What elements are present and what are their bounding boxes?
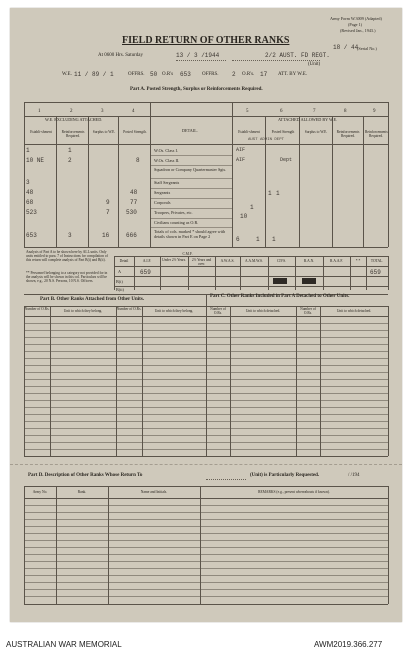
form-sheet [10, 8, 402, 622]
detail-row-1: W.Os. Class I. [154, 148, 178, 153]
right-header-4: Reinforcements Required. [336, 130, 360, 139]
left-header-1: Establi-shment [30, 130, 52, 134]
ruled-line [24, 323, 388, 324]
ors-typed: 653 [180, 71, 191, 78]
detail-row-3: Squadron or Company Quartermaster Sgts. [154, 167, 227, 172]
ors-label: O.R's [162, 72, 174, 77]
detail-row-4: Staff Sergeants [154, 180, 180, 185]
detail-row-7: Troopers, Privates, etc. [154, 210, 193, 215]
part-d-date-hint: / /194 [348, 473, 360, 478]
ruled-line [24, 365, 388, 366]
ruled-line [24, 428, 388, 429]
part-d-head-name: Name and Initials. [140, 490, 168, 494]
part-b-head-3: Number of O.Rs. [116, 307, 142, 311]
col-number-7: 7 [313, 109, 316, 114]
col2-r1: 1 [68, 147, 72, 154]
left-header-2: Reinforcements Required. [61, 130, 85, 139]
detail-row-8: Civilians counting as O.R. [154, 220, 199, 225]
offrs2-label: OFFRS. [202, 72, 219, 77]
footer-institution: AUSTRALIAN WAR MEMORIAL [6, 640, 122, 649]
offrs-typed: 50 [150, 71, 158, 78]
col3-total: 16 [102, 232, 110, 239]
left-header-4: Posted Strength. [123, 130, 147, 134]
col1-r2: 10 NE [26, 157, 45, 164]
analysis-note: Analysis of Part A to be shown here by ALL units. Only units entitled to para. 7 of Instructions for compilation of this return will complete analysis of Part B(i) and B(ii). [26, 250, 108, 263]
ruled-line [24, 561, 388, 562]
right-header-2: Posted Strength [271, 130, 295, 134]
ruled-line [24, 393, 388, 394]
ruled-line [24, 533, 388, 534]
col4-total: 666 [126, 232, 137, 239]
ruled-line [24, 449, 388, 450]
unit-typed: 2/2 AUST. FD REGT. [265, 52, 330, 59]
col-number-6: 6 [280, 109, 283, 114]
col8-r5: 1 [276, 190, 280, 197]
part-b-head-1: Number of O.Rs. [24, 307, 50, 311]
ruled-line [24, 400, 388, 401]
footer-accession: AWM2019.366.277 [314, 640, 383, 649]
col1-r4: 3 [26, 179, 30, 186]
col1-total: 653 [26, 232, 37, 239]
analysis-head-awas: A.W.A.S. [220, 259, 235, 263]
analysis-head-raaf: R.A.A.F. [330, 259, 343, 263]
part-d-head-rank: Rank. [77, 490, 87, 494]
form-id: Army Form W.3009 (Adapted) [330, 16, 382, 21]
col3-r7: 7 [106, 209, 110, 216]
ruled-line [24, 554, 388, 555]
ruled-line [24, 379, 388, 380]
part-d-title: Part D. Description of Other Ranks Whose Return To [28, 473, 143, 478]
part-c-head-2: Unit to which detached. [245, 309, 281, 313]
col3-r6: 9 [106, 199, 110, 206]
detail-row-2: W.Os. Class II. [154, 158, 180, 163]
dept-note: AUST ADMIN DEPT [248, 138, 285, 142]
ruled-line [24, 407, 388, 408]
we-label: W.E. [62, 72, 72, 77]
ruled-line [24, 589, 388, 590]
analysis-row-bii: B(ii) [116, 287, 124, 292]
col1-r6: 68 [26, 199, 34, 206]
form-title: FIELD RETURN OF OTHER RANKS [122, 35, 290, 46]
group-right-label: ATTACHED ALLOWED BY W.E. [278, 117, 338, 122]
analysis-head-aif: A.I.F. [142, 259, 152, 263]
offrs-label: OFFRS. [128, 72, 145, 77]
col-number-3: 3 [101, 109, 104, 114]
col1-r1: 1 [26, 147, 30, 154]
part-d-head-army-no: Army No. [32, 490, 48, 494]
part-b-title: Part B. Other Ranks Attached from Other Units. [40, 297, 145, 302]
redaction-block-ran [302, 278, 316, 284]
col4-r5: 48 [130, 189, 138, 196]
col7-total: 1 [256, 236, 260, 243]
unit-label: (Unit) [308, 62, 321, 67]
ruled-line [24, 519, 388, 520]
analysis-total-value: 659 [370, 269, 381, 276]
col6-r1: AIF [236, 147, 246, 153]
part-c-title: Part C. Other Ranks Included in Part A Detached to Other Units. [210, 294, 350, 299]
col-number-5: 5 [246, 109, 249, 114]
right-header-1: Establi-shment [238, 130, 260, 134]
col4-r7: 530 [126, 209, 137, 216]
col7-r7: 10 [240, 213, 248, 220]
part-c-head-3: Number of O.Rs. [300, 307, 316, 316]
col8-total: 1 [272, 236, 276, 243]
analysis-aif-value: 659 [140, 269, 151, 276]
serial-label: (Serial No.) [357, 46, 377, 51]
ruled-line [24, 386, 388, 387]
analysis-head-detail: Detail [119, 259, 129, 263]
col-number-1: 1 [38, 109, 41, 114]
col2-r2: 2 [68, 157, 72, 164]
left-header-3: Surplus to W.E. [92, 130, 116, 134]
analysis-row-a: A [118, 269, 122, 274]
serial-typed: 18 / 44 [333, 44, 359, 51]
ruled-line [24, 351, 388, 352]
analysis-head-total: TOTAL. [370, 259, 384, 263]
ruled-line [24, 337, 388, 338]
group-left-label: W.E. EXCLUDING ATTACHED. [45, 117, 103, 122]
analysis-head-ran: R.A.N. [303, 259, 315, 263]
ruled-line [24, 358, 388, 359]
col2-total: 3 [68, 232, 72, 239]
att-label: ATT. BY W.E. [278, 72, 308, 77]
col-number-8: 8 [344, 109, 347, 114]
offrs2-typed: 2 [232, 71, 236, 78]
col1-r5: 48 [26, 189, 34, 196]
part-b-head-2: Unit to which they belong. [63, 309, 103, 313]
ors2-label: O.R's. [242, 72, 255, 77]
part-a-title: Part A. Posted Strength, Surplus or Reinforcements Required. [130, 87, 263, 92]
col7-r6: 1 [250, 204, 254, 211]
ruled-line [24, 596, 388, 597]
col1-r7: 523 [26, 209, 37, 216]
ruled-line [24, 505, 388, 506]
detail-row-6: Corporals [154, 200, 171, 205]
ruled-line [24, 421, 388, 422]
ruled-line [24, 568, 388, 569]
detail-row-5: Sergeants [154, 190, 171, 195]
ruled-line [24, 330, 388, 331]
right-header-5: Reinforcements Required. [365, 130, 388, 139]
ruled-line [24, 526, 388, 527]
form-page: (Page 1) [348, 22, 363, 27]
ruled-line [24, 582, 388, 583]
col-number-4: 4 [132, 109, 135, 114]
col7-r5: 1 [268, 190, 272, 197]
analysis-row-bi: B(i) [116, 279, 123, 284]
ruled-line [24, 344, 388, 345]
col-number-9: 9 [373, 109, 376, 114]
at-line-label: At 0600 Hrs. Saturday [98, 53, 143, 58]
part-c-head-4: Unit to which detached. [336, 309, 372, 313]
detail-label: DETAIL. [182, 128, 198, 133]
ruled-line [24, 512, 388, 513]
analysis-head-aamws: A.A.M.W.S. [245, 259, 263, 263]
right-header-3: Surplus to W.E. [304, 130, 328, 134]
date-typed: 13 / 3 /1944 [176, 52, 220, 59]
ruled-line [24, 414, 388, 415]
analysis-head-other: * * [355, 259, 361, 263]
col4-r6: 77 [130, 199, 138, 206]
analysis-note-2: ** Personnel belonging to a category not provided for in the analysis will be shown in this col. Particulars will be shown, e.g., 20 N.S. Persons, 10 N.S. Officers. [26, 271, 108, 284]
ruled-line [24, 575, 388, 576]
we-typed: 11 / 89 / 1 [74, 71, 114, 78]
part-c-head-1: Number of O.Rs. [210, 307, 226, 316]
ruled-line [24, 435, 388, 436]
col6-r2: AIF [236, 157, 246, 163]
form-revised: (Revised Jan., 1943.) [340, 28, 376, 33]
part-d-head-remarks: REMARKS (e.g., present whereabouts if known). [258, 490, 330, 494]
ruled-line [24, 540, 388, 541]
analysis-head-cmf: C.M.F. [182, 252, 193, 256]
ruled-line [24, 547, 388, 548]
analysis-head-under: Under 2½ Years. [161, 258, 187, 262]
part-b-head-4: Unit to which they belong. [154, 309, 194, 313]
ruled-line [24, 442, 388, 443]
ruled-line [24, 372, 388, 373]
col6-total: 6 [236, 236, 240, 243]
ors2-typed: 17 [260, 71, 268, 78]
analysis-head-civs: CIVS. [276, 259, 287, 263]
detail-row-9: Totals of cols. marked * should agree with details shown in Part E on Page 2 [154, 229, 226, 239]
redaction-block-civs [273, 278, 287, 284]
col-number-2: 2 [70, 109, 73, 114]
col4-r2: 8 [136, 157, 140, 164]
part-d-unit-label: (Unit) is Particularly Requested. [250, 473, 320, 478]
analysis-head-over: 2½ Years and over. [191, 258, 212, 267]
col6-r3: Dept [280, 157, 293, 163]
